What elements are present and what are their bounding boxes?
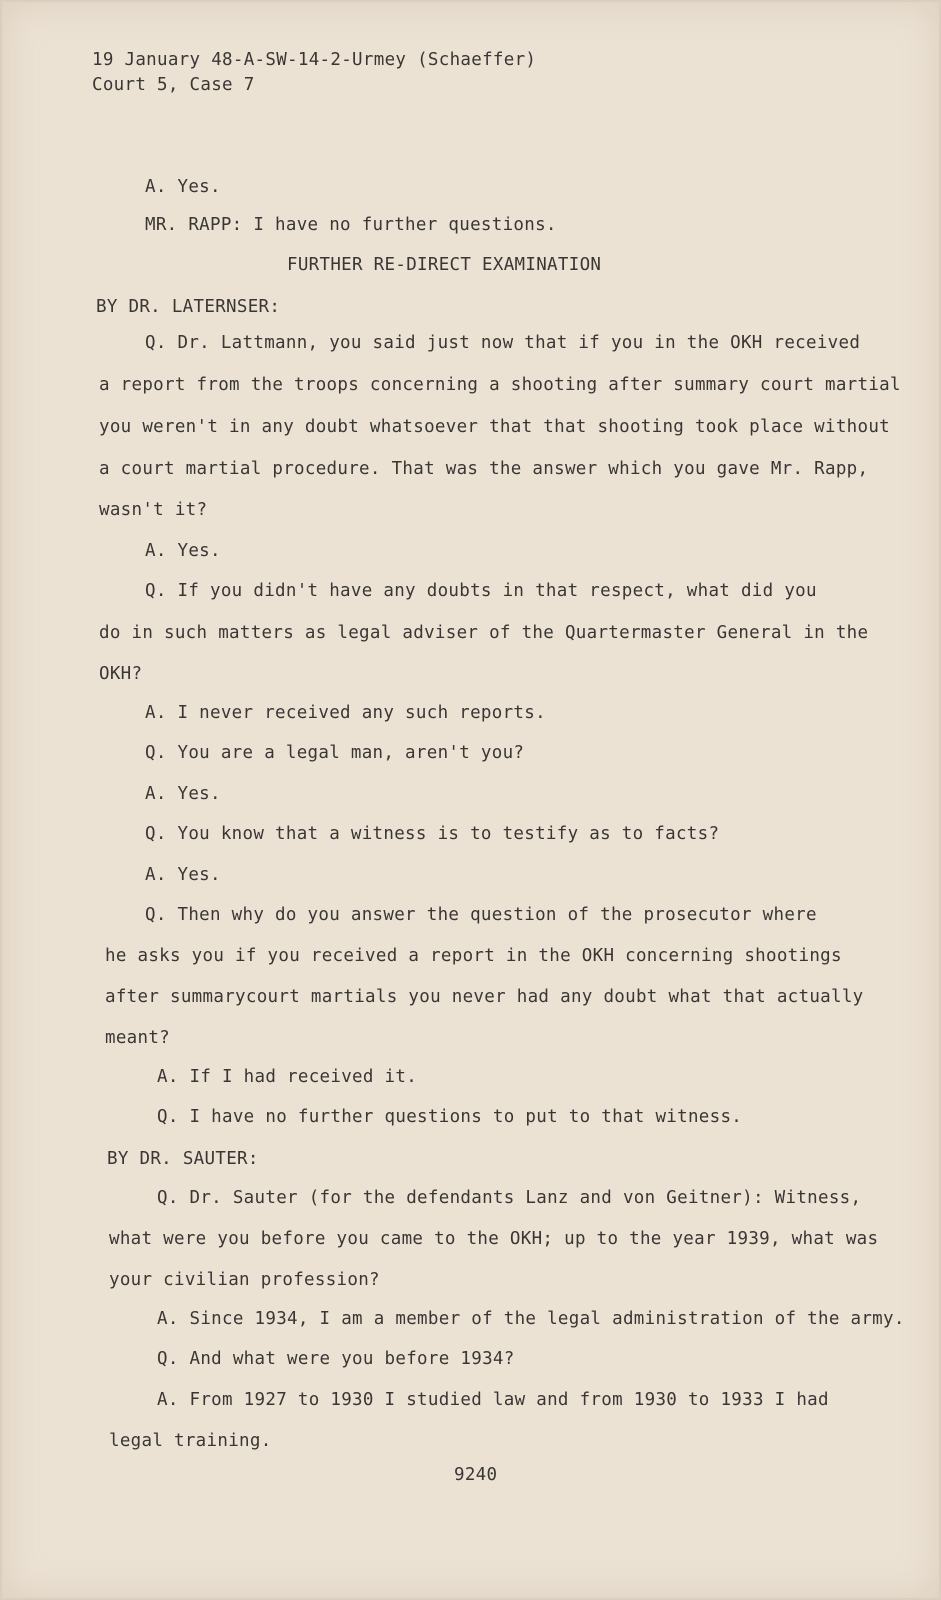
- examiner-heading: BY DR. LATERNSER:: [96, 297, 281, 317]
- text-line: wasn't it?: [99, 500, 208, 520]
- answer-line: A. Yes.: [145, 784, 221, 804]
- text-line: after summarycourt martials you never had any doubt what that actually: [105, 987, 864, 1007]
- answer-line: A. I never received any such reports.: [145, 703, 546, 723]
- question-line: Q. Then why do you answer the question of the prosecutor where: [145, 905, 817, 925]
- question-line: Q. And what were you before 1934?: [157, 1349, 515, 1369]
- header-line-1: 19 January 48-A-SW-14-2-Urmey (Schaeffer): [92, 50, 537, 70]
- question-line: Q. I have no further questions to put to that witness.: [157, 1107, 743, 1127]
- answer-line: A. Since 1934, I am a member of the legal administration of the army.: [157, 1309, 905, 1329]
- answer-line: A. From 1927 to 1930 I studied law and from 1930 to 1933 I had: [157, 1390, 829, 1410]
- header-line-2: Court 5, Case 7: [92, 75, 255, 95]
- text-line: what were you before you came to the OKH; up to the year 1939, what was: [109, 1229, 879, 1249]
- document-page: [2, 2, 939, 1598]
- section-heading: FURTHER RE-DIRECT EXAMINATION: [287, 255, 602, 275]
- answer-line: A. If I had received it.: [157, 1067, 418, 1087]
- question-line: Q. Dr. Sauter (for the defendants Lanz and von Geitner): Witness,: [157, 1188, 862, 1208]
- text-line: legal training.: [109, 1431, 272, 1451]
- question-line: Q. If you didn't have any doubts in that respect, what did you: [145, 581, 817, 601]
- page-number: 9240: [454, 1465, 498, 1485]
- answer-line: A. Yes.: [145, 177, 221, 197]
- text-line: your civilian profession?: [109, 1270, 380, 1290]
- speaker-line: MR. RAPP: I have no further questions.: [145, 215, 557, 235]
- answer-line: A. Yes.: [145, 865, 221, 885]
- answer-line: A. Yes.: [145, 541, 221, 561]
- text-line: OKH?: [99, 664, 143, 684]
- question-line: Q. You know that a witness is to testify as to facts?: [145, 824, 720, 844]
- examiner-heading: BY DR. SAUTER:: [107, 1149, 259, 1169]
- text-line: you weren't in any doubt whatsoever that that shooting took place without: [99, 417, 891, 437]
- text-line: a court martial procedure. That was the answer which you gave Mr. Rapp,: [99, 459, 869, 479]
- text-line: a report from the troops concerning a shooting after summary court martial: [99, 375, 901, 395]
- text-line: do in such matters as legal adviser of the Quartermaster General in the: [99, 623, 869, 643]
- question-line: Q. You are a legal man, aren't you?: [145, 743, 525, 763]
- question-line: Q. Dr. Lattmann, you said just now that if you in the OKH received: [145, 333, 861, 353]
- text-line: meant?: [105, 1028, 171, 1048]
- text-line: he asks you if you received a report in the OKH concerning shootings: [105, 946, 842, 966]
